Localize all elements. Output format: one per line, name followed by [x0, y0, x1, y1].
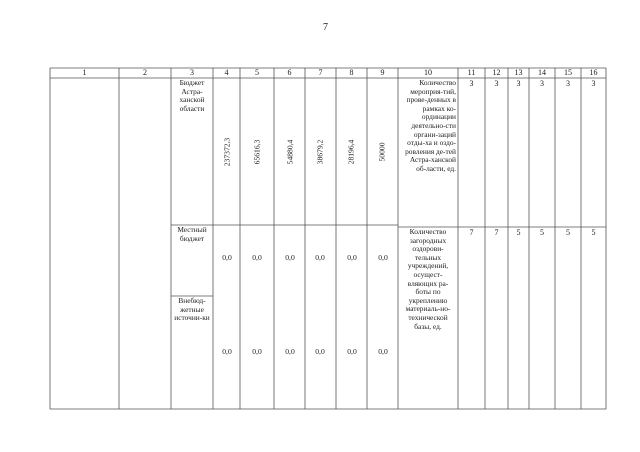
local-value-col7: 0,0 — [315, 253, 325, 262]
funding-source-regional: Бюджет Астра-ханской области — [179, 78, 205, 113]
local-value-col9: 0,0 — [378, 253, 388, 262]
local-value-col5: 0,0 — [252, 253, 262, 262]
header-col-11: 11 — [467, 68, 476, 77]
extra-value-col9: 0,0 — [378, 347, 388, 356]
header-col-10: 10 — [424, 68, 432, 77]
local-value-col4: 0,0 — [222, 253, 232, 262]
page-number: 7 — [323, 22, 328, 33]
header-col-7: 7 — [318, 68, 323, 77]
regional-value-col9: 50000 — [377, 142, 387, 162]
header-col-1: 1 — [82, 68, 87, 77]
extra-value-col8: 0,0 — [347, 347, 357, 356]
indicator-camps-col13: 5 — [516, 228, 521, 237]
extra-value-col4: 0,0 — [222, 347, 232, 356]
local-value-col8: 0,0 — [347, 253, 357, 262]
extra-value-col5: 0,0 — [252, 347, 262, 356]
extra-value-col6: 0,0 — [285, 347, 295, 356]
indicator-camps-text: Количество загородных оздорови-тельных учреждений, осущест-вляющих ра-боты по укреплению материаль-но-технической базы, ед. — [405, 227, 451, 331]
header-col-8: 8 — [349, 68, 354, 77]
indicator-events-col12: 3 — [494, 79, 499, 88]
indicator-camps-col12: 7 — [494, 228, 499, 237]
indicator-events-col14: 3 — [540, 79, 544, 88]
indicator-camps-col14: 5 — [540, 228, 544, 237]
regional-value-col7: 38679,2 — [315, 139, 325, 165]
header-col-16: 16 — [589, 68, 598, 77]
header-col-3: 3 — [190, 68, 194, 77]
indicator-camps-col15: 5 — [566, 228, 570, 237]
indicator-camps-col11: 7 — [469, 228, 474, 237]
extra-value-col7: 0,0 — [315, 347, 325, 356]
regional-value-col8: 28196,4 — [346, 139, 356, 165]
header-col-6: 6 — [287, 68, 292, 77]
header-col-15: 15 — [564, 68, 572, 77]
indicator-events-col13: 3 — [516, 79, 521, 88]
header-col-12: 12 — [492, 68, 501, 77]
local-value-col6: 0,0 — [285, 253, 295, 262]
header-col-2: 2 — [143, 68, 147, 77]
indicator-events-col15: 3 — [566, 79, 570, 88]
header-col-13: 13 — [514, 68, 523, 77]
header-col-4: 4 — [224, 68, 229, 77]
indicator-events-col11: 3 — [469, 79, 474, 88]
regional-value-col6: 54880,4 — [285, 139, 295, 165]
header-col-9: 9 — [380, 68, 385, 77]
funding-source-local: Местный бюджет — [177, 225, 207, 243]
indicator-camps-col16: 5 — [591, 228, 596, 237]
indicator-events-text: Количество мероприя-тий, прове-денных в рамках ко-ординации деятельно-сти органи-заций отды-ха и оздо-ровления де-тей Астра-ханской об-ласти, ед. — [405, 78, 456, 173]
header-col-14: 14 — [538, 68, 546, 77]
funding-source-extrabudgetary: Внебюд-жетные источни-ки — [174, 296, 210, 323]
regional-value-col5: 65616,3 — [252, 139, 262, 165]
header-col-5: 5 — [255, 68, 259, 77]
indicator-events-col16: 3 — [591, 79, 596, 88]
regional-value-col4: 237372,3 — [222, 137, 232, 167]
